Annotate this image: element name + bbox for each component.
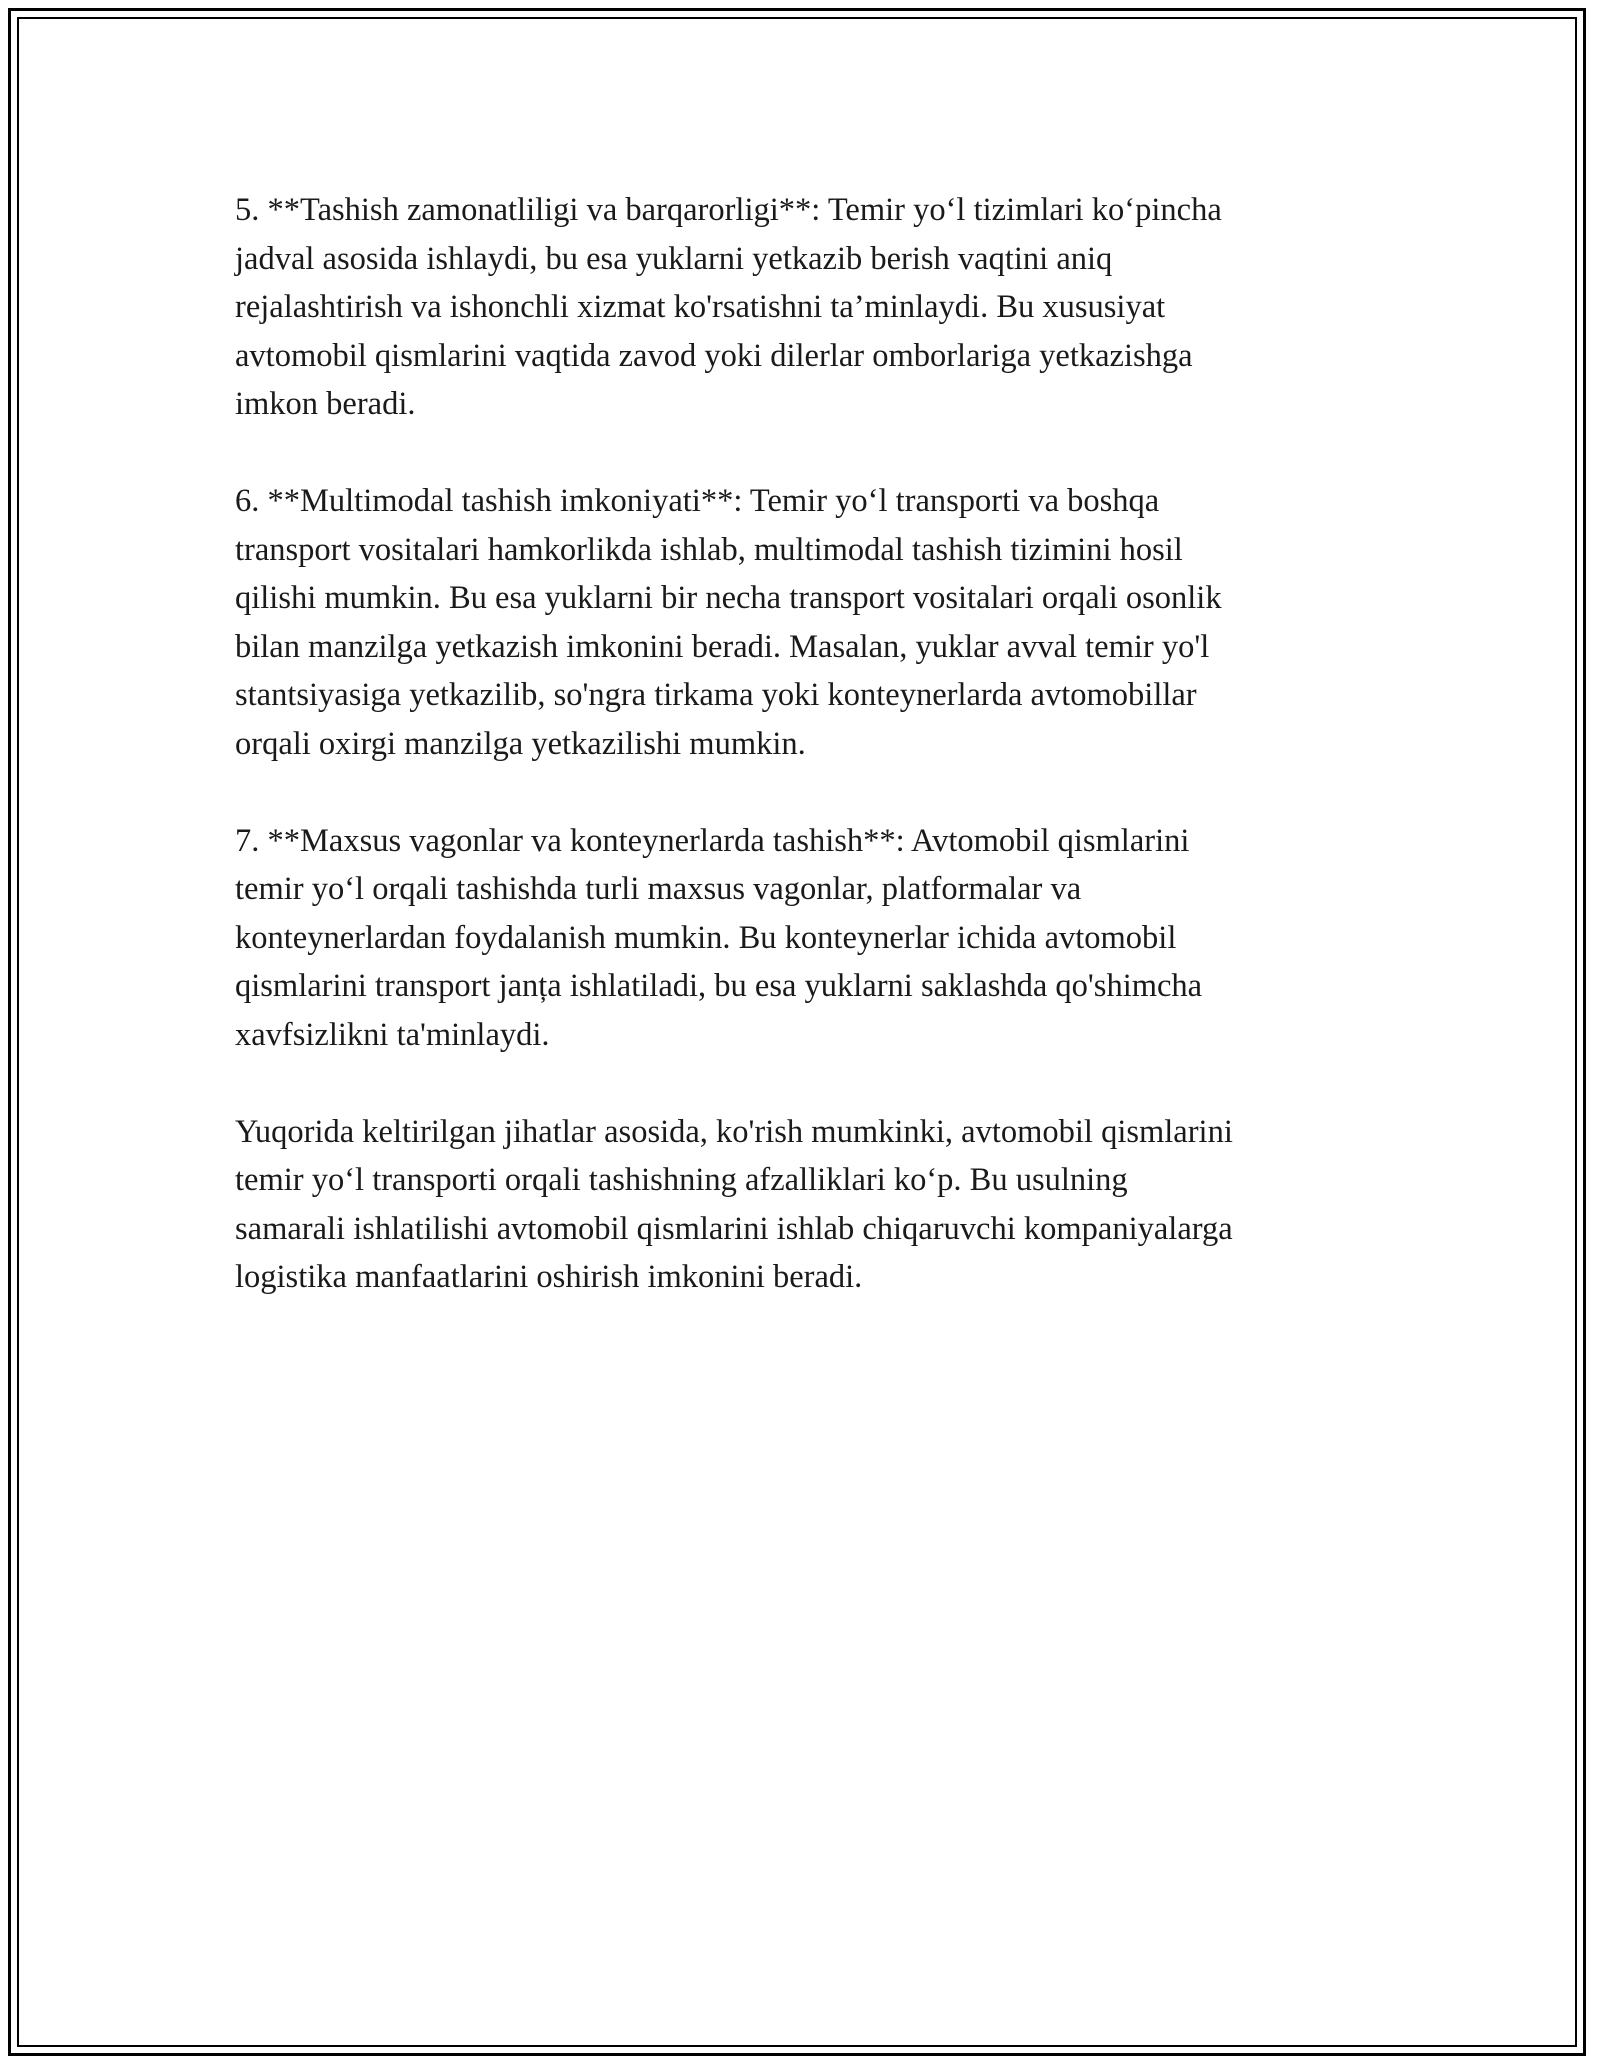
document-body <box>235 186 1380 1350</box>
paragraph-item-7: 7. **Maxsus vagonlar va konteynerlarda tashish**: Avtomobil qismlarini temir yo‘l orqali tashishda turli maxsus vagonlar, platformalar va konteynerlardan foydalanish mumkin. Bu konteynerlar ichida avtomobil qismlarini transport janța ishlatiladi, bu esa yuklarni saklashda qo'shimcha xavfsizlikni ta'minlaydi. <box>235 822 1203 1053</box>
paragraph-conclusion: Yuqorida keltirilgan jihatlar asosida, ko'rish mumkinki, avtomobil qismlarini temir yo‘l transporti orqali tashishning afzalliklari ko‘p. Bu usulning samarali ishlatilishi avtomobil qismlarini ishlab chiqaruvchi kompaniyalarga logistika manfaatlarini oshirish imkonini beradi. <box>235 1113 1233 1295</box>
paragraph-item-6: 6. **Multimodal tashish imkoniyati**: Temir yo‘l transporti va boshqa transport vositalari hamkorlikda ishlab, multimodal tashish tizimini hosil qilishi mumkin. Bu esa yuklarni bir necha transport vositalari orqali osonlik bilan manzilga yetkazish imkonini beradi. Masalan, yuklar avval temir yo'l stantsiyasiga yetkazilib, so'ngra tirkama yoki konteynerlarda avtomobillar orqali oxirgi manzilga yetkazilishi mumkin. <box>235 483 1222 762</box>
paragraph-item-5: 5. **Tashish zamonatliligi va barqarorligi**: Temir yo‘l tizimlari ko‘pincha jadval asosida ishlaydi, bu esa yuklarni yetkazib berish vaqtini aniq rejalashtirish va ishonchli xizmat ko'rsatishni ta’minlaydi. Bu xususiyat avtomobil qismlarini vaqtida zavod yoki dilerlar omborlariga yetkazishga imkon beradi. <box>235 192 1222 422</box>
